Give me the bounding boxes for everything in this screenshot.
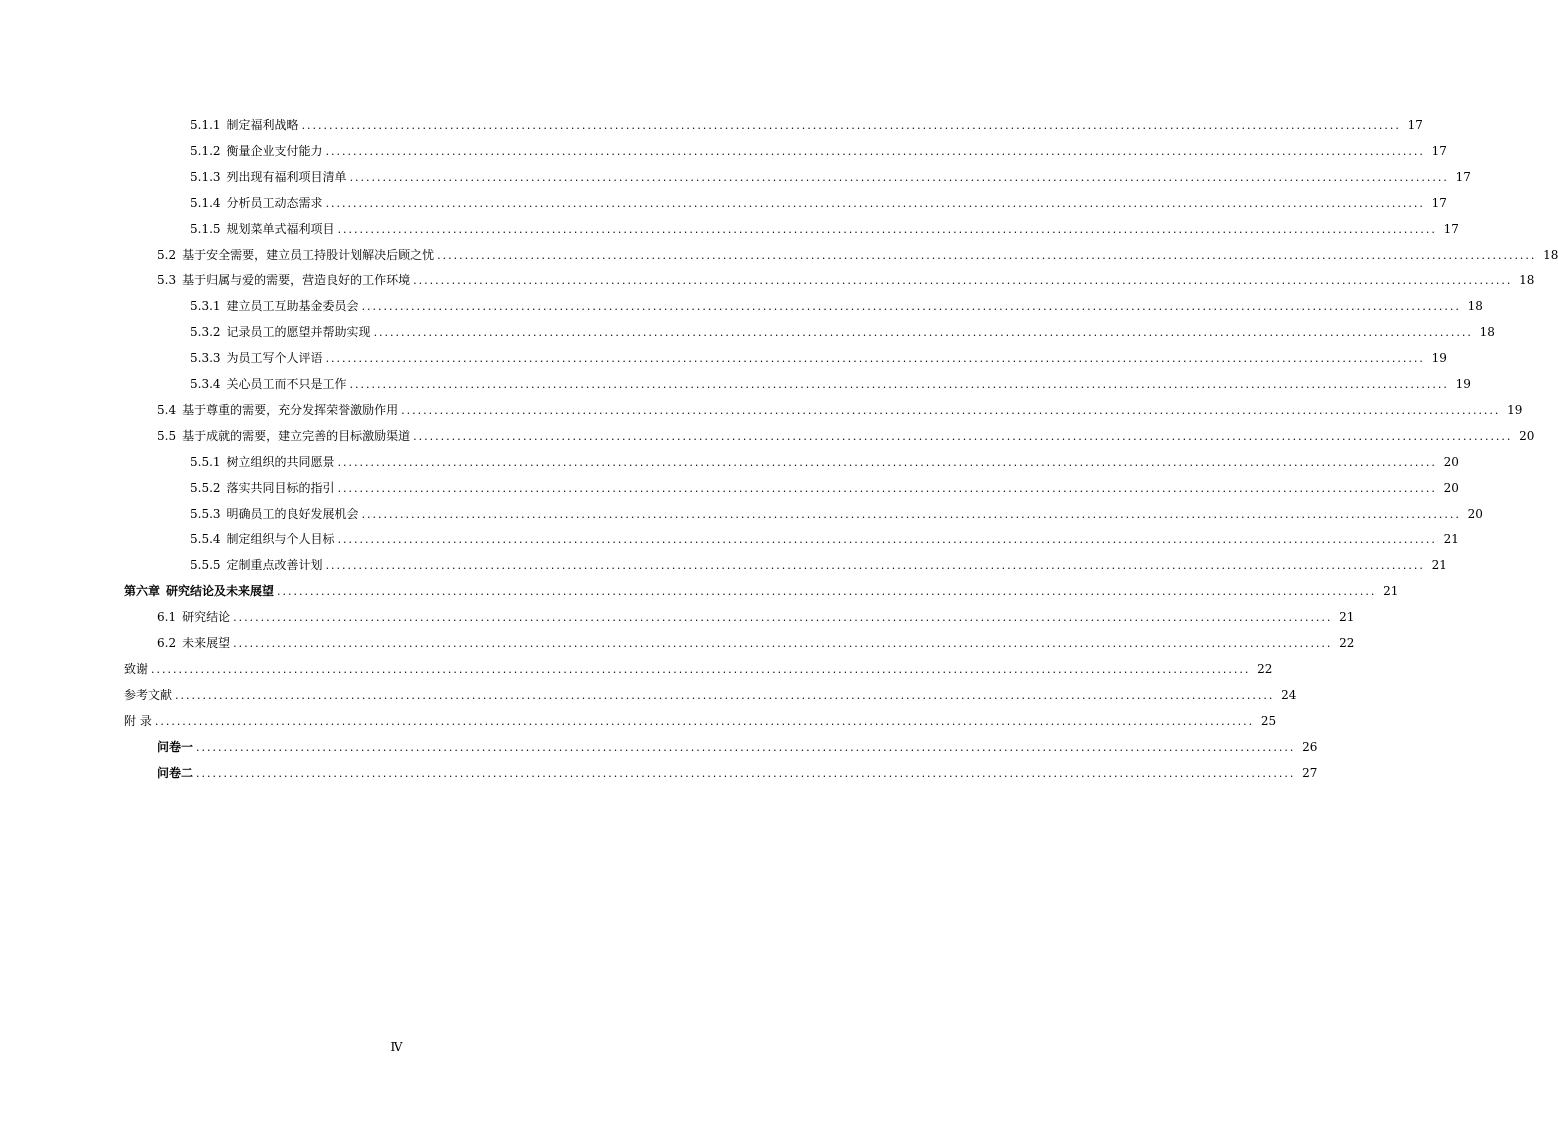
toc-entry-number: 5.5.5 <box>190 558 221 572</box>
toc-entry <box>190 479 1459 497</box>
toc-leader-dots: ........................................................................................................................................................................................................ <box>349 171 1449 184</box>
toc-entry-number: 5.1.5 <box>190 222 221 236</box>
toc-entry-page: 18 <box>1467 299 1483 313</box>
toc-entry-number: 5.5.3 <box>190 507 221 521</box>
toc-entry <box>157 427 1535 445</box>
toc-entry <box>157 764 1318 782</box>
toc-entry <box>190 194 1447 212</box>
toc-entry-number: 5.3.4 <box>190 377 221 391</box>
toc-entry-page: 20 <box>1519 429 1535 443</box>
toc-entry-page: 18 <box>1543 248 1558 262</box>
toc-entry-title: 基于安全需要，建立员工持股计划解决后顾之忧 <box>182 248 435 262</box>
toc-leader-dots: ........................................................................................................................................................................................................ <box>413 274 1513 287</box>
toc-entry-title: 为员工写个人评语 <box>226 351 323 365</box>
toc-entry-title: 列出现有福利项目清单 <box>226 170 347 184</box>
toc-entry-number: 5.4 <box>157 403 177 417</box>
toc-entry-title: 定制重点改善计划 <box>226 558 323 572</box>
toc-entry-page: 17 <box>1431 196 1447 210</box>
toc-leader-dots: ........................................................................................................................................................................................................ <box>361 300 1461 313</box>
toc-entry-title: 参考文献 <box>124 688 173 702</box>
toc-entry-page: 20 <box>1467 507 1483 521</box>
toc-leader-dots: ........................................................................................................................................................................................................ <box>325 197 1425 210</box>
toc-entry-page: 21 <box>1431 558 1447 572</box>
toc-entry-page: 19 <box>1507 403 1523 417</box>
toc-entry-page: 22 <box>1339 636 1355 650</box>
toc-leader-dots: ........................................................................................................................................................................................................ <box>233 637 1333 650</box>
toc-entry-page: 19 <box>1431 351 1447 365</box>
toc-entry-page: 17 <box>1443 222 1459 236</box>
toc-entry-number: 5.5 <box>157 429 177 443</box>
toc-entry-number: 5.3.2 <box>190 325 221 339</box>
toc-entry-title: 树立组织的共同愿景 <box>226 455 335 469</box>
toc-entry-number: 6.1 <box>157 610 177 624</box>
toc-entry-title: 研究结论及未来展望 <box>166 584 275 598</box>
toc-entry <box>124 582 1399 600</box>
toc-entry-number: 6.2 <box>157 636 177 650</box>
toc-leader-dots: ........................................................................................................................................................................................................ <box>151 663 1251 676</box>
toc-entry-number: 5.1.3 <box>190 170 221 184</box>
toc-entry-page: 27 <box>1302 766 1318 780</box>
toc-entry-page: 22 <box>1257 662 1273 676</box>
toc-entry <box>124 686 1297 704</box>
toc-entry-number: 5.3 <box>157 273 177 287</box>
toc-leader-dots: ........................................................................................................................................................................................................ <box>337 223 1437 236</box>
toc-entry <box>190 297 1483 315</box>
toc-entry <box>157 738 1318 756</box>
toc-entry <box>190 505 1483 523</box>
toc-leader-dots: ........................................................................................................................................................................................................ <box>154 715 1255 728</box>
toc-entry-title: 制定福利战略 <box>226 118 299 132</box>
toc-entry-number: 5.1.4 <box>190 196 221 210</box>
toc-entry-page: 20 <box>1443 481 1459 495</box>
toc-entry-page: 18 <box>1479 325 1495 339</box>
toc-entry-page: 17 <box>1431 144 1447 158</box>
toc-entry-title: 致谢 <box>124 662 149 676</box>
toc-entry <box>190 220 1459 238</box>
toc-entry-page: 18 <box>1519 273 1535 287</box>
toc-leader-dots: ........................................................................................................................................................................................................ <box>301 119 1401 132</box>
toc-entry <box>157 401 1523 419</box>
toc-entry-page: 17 <box>1407 118 1423 132</box>
toc-entry <box>190 375 1471 393</box>
toc-entry-title: 研究结论 <box>182 610 231 624</box>
toc-entry-title: 衡量企业支付能力 <box>226 144 323 158</box>
toc-entry-number: 第六章 <box>124 584 161 598</box>
toc-entry-number: 5.2 <box>157 248 177 262</box>
toc-entry-title: 建立员工互助基金委员会 <box>226 299 359 313</box>
toc-entry <box>157 246 1558 264</box>
toc-entry-page: 26 <box>1302 740 1318 754</box>
toc-entry-number: 5.3.1 <box>190 299 221 313</box>
toc-entry-number: 5.5.2 <box>190 481 221 495</box>
toc-entry-page: 25 <box>1260 714 1277 728</box>
toc-leader-dots: ........................................................................................................................................................................................................ <box>337 456 1437 469</box>
page-number: Ⅳ <box>390 1040 403 1054</box>
toc-entry-title: 附 录 <box>124 714 152 728</box>
toc-leader-dots: ........................................................................................................................................................................................................ <box>277 585 1377 598</box>
toc-entry-page: 21 <box>1443 532 1459 546</box>
toc-entry <box>124 712 1277 730</box>
toc-leader-dots: ........................................................................................................................................................................................................ <box>361 508 1461 521</box>
toc-entry <box>190 323 1495 341</box>
toc-entry-number: 5.5.1 <box>190 455 221 469</box>
toc-entry <box>190 530 1459 548</box>
toc-entry-page: 21 <box>1383 584 1399 598</box>
toc-leader-dots: ........................................................................................................................................................................................................ <box>337 533 1437 546</box>
toc-leader-dots: ........................................................................................................................................................................................................ <box>175 689 1275 702</box>
toc-entry-title: 基于归属与爱的需要，营造良好的工作环境 <box>182 273 411 287</box>
toc-entry-page: 24 <box>1281 688 1297 702</box>
toc-leader-dots: ........................................................................................................................................................................................................ <box>401 404 1501 417</box>
toc-entry-title: 落实共同目标的指引 <box>226 481 335 495</box>
toc-entry-number: 5.5.4 <box>190 532 221 546</box>
toc-entry <box>157 634 1355 652</box>
toc-leader-dots: ........................................................................................................................................................................................................ <box>196 767 1296 780</box>
toc-entry <box>190 142 1447 160</box>
toc-leader-dots: ........................................................................................................................................................................................................ <box>325 352 1425 365</box>
toc-leader-dots: ........................................................................................................................................................................................................ <box>373 326 1473 339</box>
toc-entry <box>190 349 1447 367</box>
toc-entry <box>190 453 1459 471</box>
toc-entry-title: 制定组织与个人目标 <box>226 532 335 546</box>
toc-entry <box>190 168 1471 186</box>
toc-entry-title: 关心员工而不只是工作 <box>226 377 347 391</box>
toc-entry-title: 问卷一 <box>157 740 194 754</box>
toc-leader-dots: ........................................................................................................................................................................................................ <box>196 741 1296 754</box>
toc-entry-number: 5.1.2 <box>190 144 221 158</box>
toc-entry <box>190 116 1423 134</box>
toc-leader-dots: ........................................................................................................................................................................................................ <box>325 145 1425 158</box>
toc-leader-dots: ........................................................................................................................................................................................................ <box>413 430 1513 443</box>
toc-entry <box>124 660 1273 678</box>
toc-entry-page: 20 <box>1443 455 1459 469</box>
toc-entry-page: 17 <box>1455 170 1471 184</box>
toc-entry-page: 19 <box>1455 377 1471 391</box>
toc-leader-dots: ........................................................................................................................................................................................................ <box>233 611 1333 624</box>
toc-entry-title: 问卷二 <box>157 766 194 780</box>
toc-entry-title: 基于尊重的需要，充分发挥荣誉激励作用 <box>182 403 399 417</box>
toc-leader-dots: ........................................................................................................................................................................................................ <box>337 482 1437 495</box>
toc-entry <box>157 608 1355 626</box>
toc-entry-title: 规划菜单式福利项目 <box>226 222 335 236</box>
toc-entry-title: 未来展望 <box>182 636 231 650</box>
toc-leader-dots: ........................................................................................................................................................................................................ <box>325 559 1425 572</box>
toc-entry-title: 分析员工动态需求 <box>226 196 323 210</box>
toc-entry <box>190 556 1447 574</box>
toc-entry-title: 明确员工的良好发展机会 <box>226 507 359 521</box>
toc-entry-number: 5.1.1 <box>190 118 221 132</box>
toc-entry-page: 21 <box>1339 610 1355 624</box>
toc-entry <box>157 271 1535 289</box>
toc-entry-title: 记录员工的愿望并帮助实现 <box>226 325 371 339</box>
toc-leader-dots: ........................................................................................................................................................................................................ <box>437 249 1537 262</box>
toc-entry-title: 基于成就的需要，建立完善的目标激励渠道 <box>182 429 411 443</box>
toc-leader-dots: ........................................................................................................................................................................................................ <box>349 378 1449 391</box>
toc-entry-number: 5.3.3 <box>190 351 221 365</box>
